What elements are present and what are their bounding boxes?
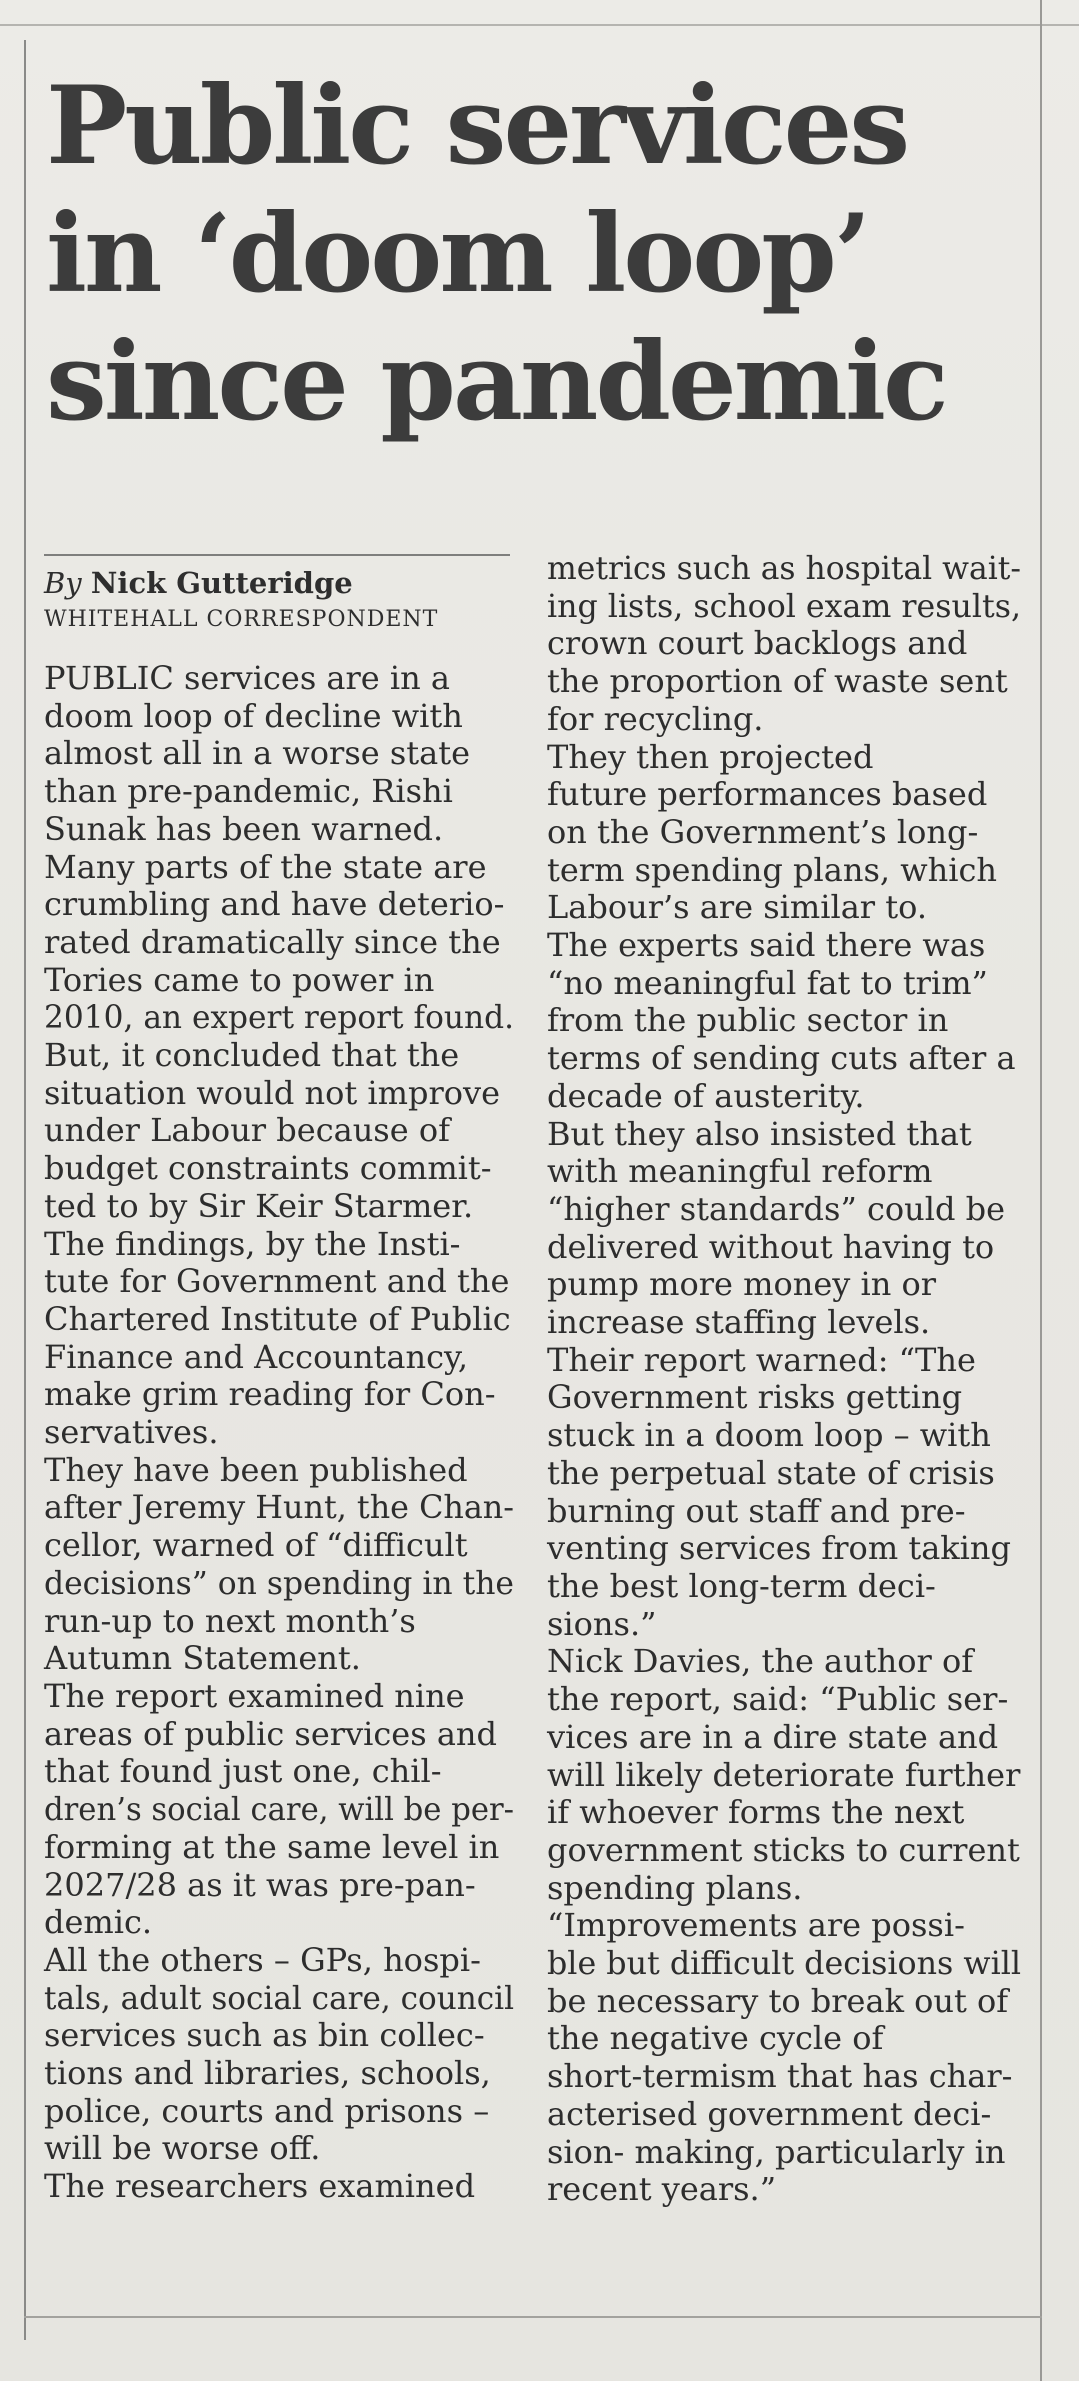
article-line: Their report warned: “The	[547, 1340, 976, 1379]
article-line: almost all in a worse state	[44, 734, 470, 773]
article-line: crown court backlogs and	[547, 624, 968, 663]
article-line: will be worse off.	[44, 2129, 321, 2168]
article-line: Finance and Accountancy,	[44, 1337, 469, 1376]
article-line: ted to by Sir Keir Starmer.	[44, 1186, 474, 1225]
article-line: Government risks getting	[547, 1378, 963, 1417]
article-line: budget constraints commit-	[44, 1149, 492, 1188]
byline	[44, 564, 514, 638]
left-column-rule	[24, 40, 26, 2340]
article-line: tals, adult social care, council	[44, 1978, 514, 2017]
article-line: They have been published	[44, 1450, 468, 1489]
right-column-rule	[1040, 0, 1042, 2381]
byline-rule	[44, 554, 510, 556]
article-line: Labour’s are similar to.	[547, 888, 927, 927]
article-column-2	[547, 550, 1021, 2209]
article-line: pump more money in or	[547, 1265, 937, 1304]
article-line: Sunak has been warned.	[44, 809, 444, 848]
article-line: after Jeremy Hunt, the Chan-	[44, 1488, 514, 1527]
article-line: short-termism that has char-	[547, 2057, 1013, 2096]
article-line: the report, said: “Public ser-	[547, 1680, 1009, 1719]
article-line: with meaningful reform	[547, 1152, 933, 1191]
bottom-rule	[24, 2316, 1042, 2318]
article-line: The researchers examined	[44, 2167, 476, 2206]
article-line: Many parts of the state are	[44, 847, 487, 886]
article-line: servatives.	[44, 1413, 219, 1452]
article-line: term spending plans, which	[547, 850, 997, 889]
article-line: tute for Government and the	[44, 1262, 510, 1301]
article-line: areas of public services and	[44, 1714, 497, 1753]
article-line: All the others – GPs, hospi-	[44, 1940, 481, 1979]
article-line: be necessary to break out of	[547, 1981, 1009, 2020]
article-line: crumbling and have deterio-	[44, 885, 505, 924]
article-line: venting services from taking	[547, 1529, 1011, 1568]
article-line: cellor, warned of “difficult	[44, 1526, 468, 1565]
article-line: But they also insisted that	[547, 1114, 972, 1153]
article-line: for recycling.	[547, 699, 764, 738]
article-line: sions.”	[547, 1604, 657, 1643]
byline-prefix: By	[44, 566, 82, 600]
article-line: sion- making, particularly in	[547, 2132, 1006, 2171]
article-line: Autumn Statement.	[44, 1639, 361, 1678]
article-line: forming at the same level in	[44, 1827, 500, 1866]
headline-line: in ‘doom loop’	[46, 191, 869, 317]
article-line: increase staffing levels.	[547, 1303, 931, 1342]
article-line: will likely deteriorate further	[547, 1755, 1021, 1794]
article-line: Nick Davies, the author of	[547, 1642, 974, 1681]
article-line: make grim reading for Con-	[44, 1375, 496, 1414]
headline	[46, 62, 1036, 446]
article-line: stuck in a doom loop – with	[547, 1416, 991, 1455]
article-line: terms of sending cuts after a	[547, 1039, 1016, 1078]
article-line: “no meaningful fat to trim”	[547, 963, 988, 1002]
article-line: burning out staff and pre-	[547, 1491, 966, 1530]
article-line: 2010, an expert report found.	[44, 998, 514, 1037]
article-line: spending plans.	[547, 1868, 803, 1907]
article-line: future performances based	[547, 775, 988, 814]
article-line: on the Government’s long-	[547, 812, 979, 851]
headline-line: since pandemic	[46, 319, 946, 445]
article-line: the negative cycle of	[547, 2019, 884, 2058]
article-line: “higher standards” could be	[547, 1189, 1006, 1228]
article-column-1	[44, 660, 514, 2206]
article-line: Tories came to power in	[44, 960, 435, 999]
article-line: “Improvements are possi-	[547, 1906, 965, 1945]
article-line: dren’s social care, will be per-	[44, 1790, 514, 1829]
article-line: 2027/28 as it was pre-pan-	[44, 1865, 476, 1904]
article-line: from the public sector in	[547, 1001, 949, 1040]
article-line: vices are in a dire state and	[547, 1717, 999, 1756]
article-line: acterised government deci-	[547, 2094, 992, 2133]
article-line: They then projected	[547, 737, 874, 776]
top-rule	[0, 24, 1079, 26]
article-line: than pre-pandemic, Rishi	[44, 772, 453, 811]
article-line: Chartered Institute of Public	[44, 1299, 511, 1338]
article-line: metrics such as hospital wait-	[547, 549, 1021, 587]
article-line: rated dramatically since the	[44, 922, 501, 961]
article-line: demic.	[44, 1903, 153, 1942]
headline-line: Public services	[46, 63, 908, 189]
article-line: the proportion of waste sent	[547, 662, 1008, 701]
article-line: the perpetual state of crisis	[547, 1453, 995, 1492]
article-line: But, it concluded that the	[44, 1036, 460, 1075]
article-line: government sticks to current	[547, 1830, 1020, 1869]
article-line: delivered without having to	[547, 1227, 995, 1266]
article-line: ble but difficult decisions will	[547, 1944, 1021, 1983]
article-line: police, courts and prisons –	[44, 2091, 490, 2130]
article-line: The findings, by the Insti-	[44, 1224, 461, 1263]
article-line: that found just one, chil-	[44, 1752, 442, 1791]
article-line: decade of austerity.	[547, 1076, 865, 1115]
article-line: tions and libraries, schools,	[44, 2054, 491, 2093]
article-line: ing lists, school exam results,	[547, 586, 1021, 625]
article-line: run-up to next month’s	[44, 1601, 416, 1640]
article-line: doom loop of decline with	[44, 696, 463, 735]
article-line: decisions” on spending in the	[44, 1563, 514, 1602]
article-line: PUBLIC services are in a	[44, 659, 450, 697]
article-line: recent years.”	[547, 2170, 777, 2209]
article-line: if whoever forms the next	[547, 1793, 965, 1832]
byline-author: Nick Gutteridge	[90, 566, 353, 600]
article-line: The experts said there was	[547, 926, 986, 965]
article-line: services such as bin collec-	[44, 2016, 485, 2055]
article-line: the best long-term deci-	[547, 1566, 936, 1605]
article-line: under Labour because of	[44, 1111, 450, 1150]
article-line: The report examined nine	[44, 1676, 465, 1715]
byline-role: WHITEHALL CORRESPONDENT	[44, 607, 439, 632]
article-line: situation would not improve	[44, 1073, 501, 1112]
